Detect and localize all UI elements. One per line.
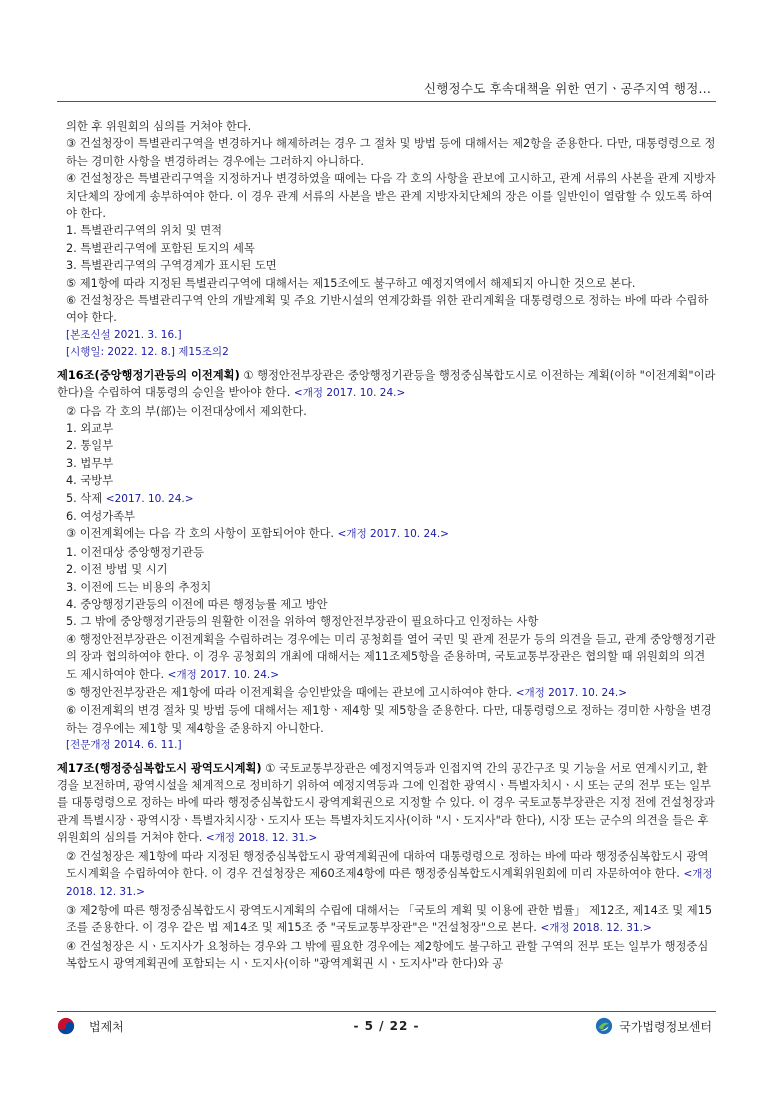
paragraph xyxy=(66,525,716,543)
list-item: 6. 여성가족부 xyxy=(66,509,135,523)
paragraph-text: ③ 이전계획에는 다음 각 호의 사항이 포함되어야 한다. xyxy=(66,527,335,541)
paragraph: ④ 건설청장은 특별관리구역을 지정하거나 변경하였을 때에는 다음 각 호의 사항을 관보에 고시하고, 관계 서류의 사본을 관계 지방자치단체의 장에게 송부하여야 한다. 이 경우 관계 서류의 사본을 받은 관계 지방자치단체의 장은 이를 일반인이 열람할 수 있도록 하여야 한다. xyxy=(66,172,716,221)
document-body xyxy=(57,118,716,973)
list-item: 1. 특별관리구역의 위치 및 면적 xyxy=(66,224,223,238)
list-item xyxy=(66,490,716,508)
paragraph: ② 다음 각 호의 부(部)는 이전대상에서 제외한다. xyxy=(66,404,307,418)
list-item: 1. 이전대상 중앙행정기관등 xyxy=(66,545,205,559)
paragraph-text: ③ 제2항에 따른 행정중심복합도시 광역도시계획의 수립에 대해서는 「국토의 계획 및 이용에 관한 법률」 제12조, 제14조 및 제15조를 준용한다. 이 경우 같은 법 제14조 및 제15조 중 "국토교통부장관"은 "건설청장"으로 본다. xyxy=(66,903,713,935)
document-title: 신행정수도 후속대책을 위한 연기ㆍ공주지역 행정... xyxy=(424,81,711,96)
list-item: 1. 외교부 xyxy=(66,421,114,435)
publisher-label: 법제처 xyxy=(89,1019,124,1034)
paragraph: ① 행정안전부장관은 중앙행정기관등을 행정중심복합도시로 이전하는 계획(이하 "이전계획"이라 한다)을 수립하여 대통령의 승인을 받아야 한다. xyxy=(57,368,716,400)
list-item: 2. 특별관리구역에 포함된 토지의 세목 xyxy=(66,241,255,255)
amendment-tag: <개정 2017. 10. 24.> xyxy=(293,387,406,400)
paragraph xyxy=(66,684,716,702)
effective-date-note: [시행일: 2022. 12. 8.] 제15조의2 xyxy=(66,346,229,359)
amendment-tag: <개정 2018. 12. 31.> xyxy=(66,868,713,899)
list-item: 2. 통일부 xyxy=(66,439,114,453)
header-divider xyxy=(57,101,716,102)
paragraph: ④ 건설청장은 시ㆍ도지사가 요청하는 경우와 그 밖에 필요한 경우에는 제2항에도 불구하고 관할 구역의 전부 또는 일부가 행정중심복합도시 광역계획권에 포함되는 시ㆍ도지사(이하 "광역계획권 시ㆍ도지사"라 한다)와 공 xyxy=(66,939,709,971)
paragraph: ⑥ 건설청장은 특별관리구역 안의 개발계획 및 주요 기반시설의 연계강화를 위한 관리계획을 대통령령으로 정하는 바에 따라 수립하여야 한다. xyxy=(66,294,709,325)
paragraph: ⑥ 이전계획의 변경 절차 및 방법 등에 대해서는 제1항ㆍ제4항 및 제5항을 준용한다. 다만, 대통령령으로 정하는 경미한 사항을 변경하는 경우에는 제1항 및 제4항을 준용하지 아니한다. xyxy=(66,704,712,735)
amendment-tag: <2017. 10. 24.> xyxy=(105,492,194,505)
list-item: 5. 그 밖에 중앙행정기관등의 원활한 이전을 위하여 행정안전부장관이 필요하다고 인정하는 사항 xyxy=(66,615,539,629)
paragraph-text: ② 건설청장은 제1항에 따라 지정된 행정중심복합도시 광역계획권에 대하여 대통령령으로 정하는 바에 따라 행정중심복합도시 광역도시계획을 수립하여야 한다. 이 경우 건설청장은 제60조제4항에 따른 행정중심복합도시계획위원회에 미리 자문하여야 한다. xyxy=(66,849,709,881)
amendment-note: [본조신설 2021. 3. 16.] xyxy=(66,328,182,341)
paragraph xyxy=(66,631,716,684)
list-item: 3. 특별관리구역의 구역경계가 표시된 도면 xyxy=(66,259,277,273)
footer-source xyxy=(595,1017,712,1035)
list-item: 3. 법무부 xyxy=(66,456,114,470)
amendment-tag: <개정 2017. 10. 24.> xyxy=(167,668,280,681)
source-label: 국가법령정보센터 xyxy=(619,1019,712,1034)
amendment-note: [전문개정 2014. 6. 11.] xyxy=(66,739,182,752)
article-heading: 제16조(중앙행정기관등의 이전계획) xyxy=(57,368,240,382)
paragraph: 의한 후 위원회의 심의를 거쳐야 한다. xyxy=(66,120,252,133)
amendment-tag: <개정 2018. 12. 31.> xyxy=(540,922,652,935)
footer-divider xyxy=(57,1011,716,1012)
page-number: - 5 / 22 - xyxy=(353,1019,420,1033)
paragraph: ① 국토교통부장관은 예정지역등과 인접지역 간의 공간구조 및 기능을 서로 연계시키고, 환경을 보전하며, 광역시설을 체계적으로 정비하기 위하여 예정지역등과 그에 인접한 광역시ㆍ특별자치시ㆍ시 또는 군의 전부 또는 일부를 대통령령으로 정하는 바에 따라 행정중심복합도시 광역계획권으로 지정할 수 있다. 이 경우 국토교통부장관은 지정 전에 건설청장과 관계 특별시장ㆍ광역시장ㆍ특별자치시장ㆍ도지사 또는 특별자치도지사(이하 "시ㆍ도지사"라 한다), 시장 또는 군수의 의견을 들은 후 위원회의 심의를 거쳐야 한다. xyxy=(57,761,715,845)
article-17 xyxy=(57,760,716,848)
article-heading: 제17조(행정중심복합도시 광역도시계획) xyxy=(57,761,262,775)
article-16 xyxy=(57,367,716,403)
list-item: 4. 국방부 xyxy=(66,474,114,488)
amendment-tag: <개정 2017. 10. 24.> xyxy=(515,687,628,699)
paragraph: ⑤ 제1항에 따라 지정된 특별관리구역에 대해서는 제15조에도 불구하고 예정지역에서 해제되지 아니한 것으로 본다. xyxy=(66,276,636,290)
paragraph xyxy=(66,902,716,938)
list-item: 4. 중앙행정기관등의 이전에 따른 행정능률 제고 방안 xyxy=(66,597,328,611)
law-center-logo-icon xyxy=(595,1017,613,1035)
paragraph xyxy=(66,848,716,902)
page-footer xyxy=(57,1017,716,1039)
paragraph-text: ⑤ 행정안전부장관은 제1항에 따라 이전계획을 승인받았을 때에는 관보에 고시하여야 한다. xyxy=(66,686,513,699)
amendment-tag: <개정 2018. 12. 31.> xyxy=(205,832,318,845)
paragraph-text: ④ 행정안전부장관은 이전계획을 수립하려는 경우에는 미리 공청회를 열어 국민 및 관계 전문가 등의 의견을 듣고, 관계 중앙행정기관의 장과 협의하여야 한다. 이 경우 공청회의 개최에 대해서는 제11조제5항을 준용하며, 국토교통부장관은 협의할 때 위원회의 의견도 제시하여야 한다. xyxy=(66,632,716,681)
list-item-text: 5. 삭제 xyxy=(66,491,103,505)
amendment-tag: <개정 2017. 10. 24.> xyxy=(337,528,449,541)
list-item: 2. 이전 방법 및 시기 xyxy=(66,563,168,577)
list-item: 3. 이전에 드는 비용의 추정치 xyxy=(66,580,212,594)
paragraph: ③ 건설청장이 특별관리구역을 변경하거나 해제하려는 경우 그 절차 및 방법 등에 대해서는 제2항을 준용한다. 다만, 대통령령으로 정하는 경미한 사항을 변경하려는 경우에는 그러하지 아니하다. xyxy=(66,137,716,168)
